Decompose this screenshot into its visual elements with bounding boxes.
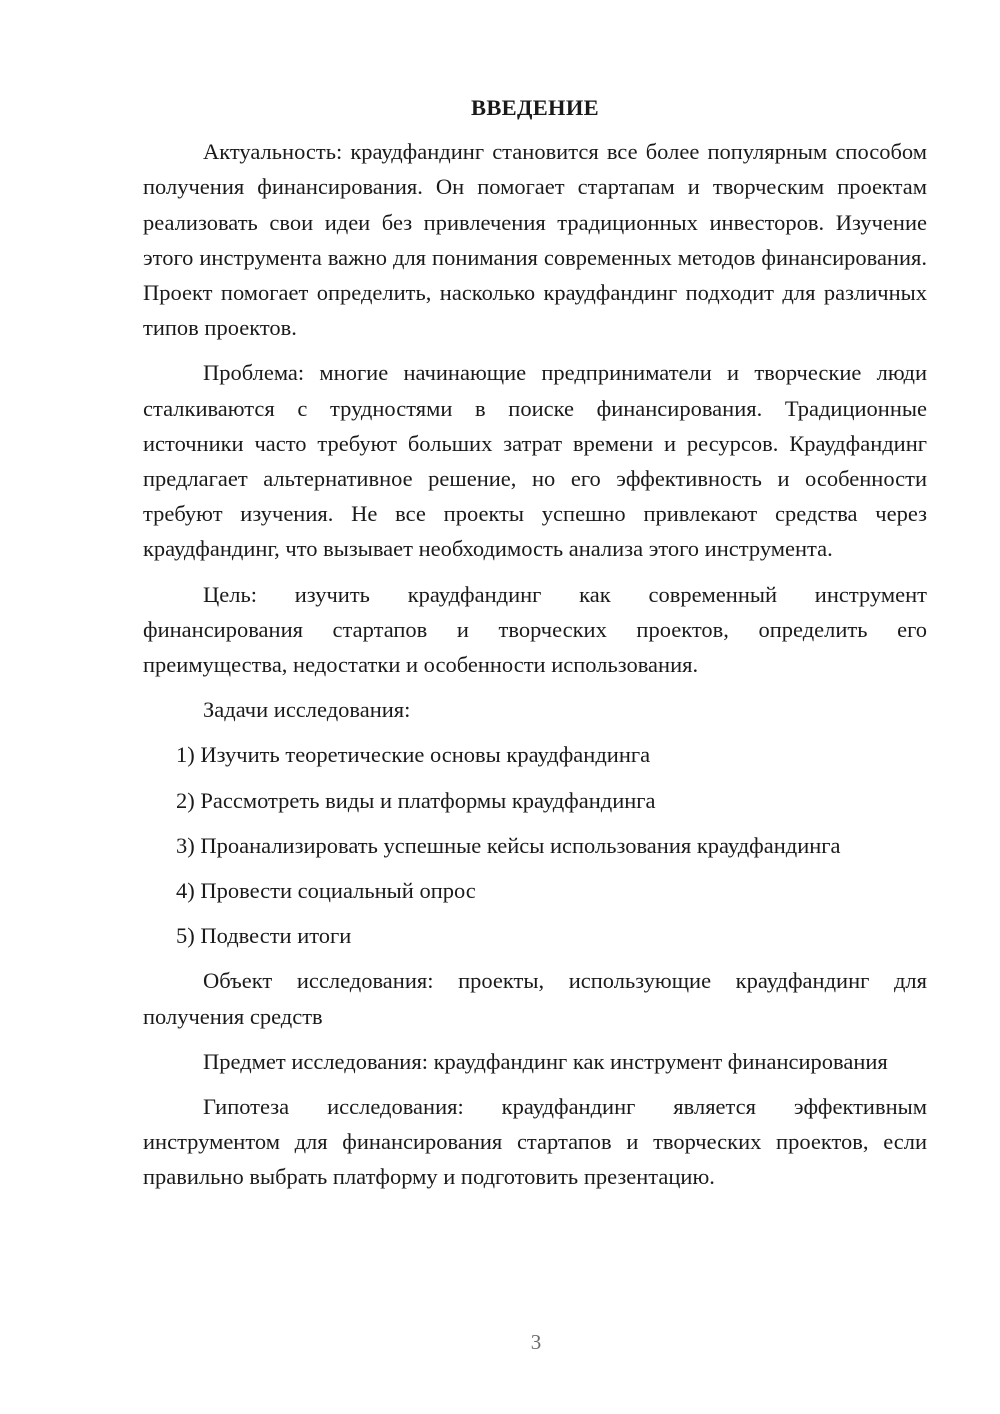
relevance-paragraph: Актуальность: краудфандинг становится все более популярным способом получения финансирования. Он помогает стартапам и творческим проектам реализовать свои идеи без привлечения традиционных инвесторов. Изучение этого инструмента важно для понимания современных методов финансирования. Проект помогает определить, насколько краудфандинг подходит для различных типов проектов. — [143, 139, 927, 341]
task-item: 2) Рассмотреть виды и платформы краудфандинга — [176, 787, 656, 813]
task-item: 4) Провести социальный опрос — [176, 878, 476, 904]
document-page — [143, 90, 927, 1205]
goal-paragraph: Цель: изучить краудфандинг как современный инструмент финансирования стартапов и творческих проектов, определить его преимущества, недостатки и особенности использования. — [143, 581, 927, 678]
page-number: 3 — [530, 1330, 542, 1354]
task-item: 1) Изучить теоретические основы краудфандинга — [176, 742, 651, 768]
tasks-list — [143, 737, 927, 953]
page-title: ВВЕДЕНИЕ — [471, 95, 599, 120]
hypothesis-paragraph: Гипотеза исследования: краудфандинг является эффективным инструментом для финансирования стартапов и творческих проектов, если правильно выбрать платформу и подготовить презентацию. — [143, 1094, 927, 1190]
task-item: 5) Подвести итоги — [176, 923, 352, 949]
object-paragraph: Объект исследования: проекты, использующие краудфандинг для получения средств — [143, 968, 927, 1029]
task-item: 3) Проанализировать успешные кейсы использования краудфандинга — [176, 832, 841, 858]
tasks-heading: Задачи исследования: — [203, 697, 411, 723]
subject-paragraph: Предмет исследования: краудфандинг как инструмент финансирования — [203, 1048, 888, 1074]
problem-paragraph: Проблема: многие начинающие предприниматели и творческие люди сталкиваются с трудностями в поиске финансирования. Традиционные источники часто требуют больших затрат времени и ресурсов. Краудфандинг предлагает альтернативное решение, но его эффективность и особенности требуют изучения. Не все проекты успешно привлекают средства через краудфандинг, что вызывает необходимость анализа этого инструмента. — [143, 360, 927, 562]
